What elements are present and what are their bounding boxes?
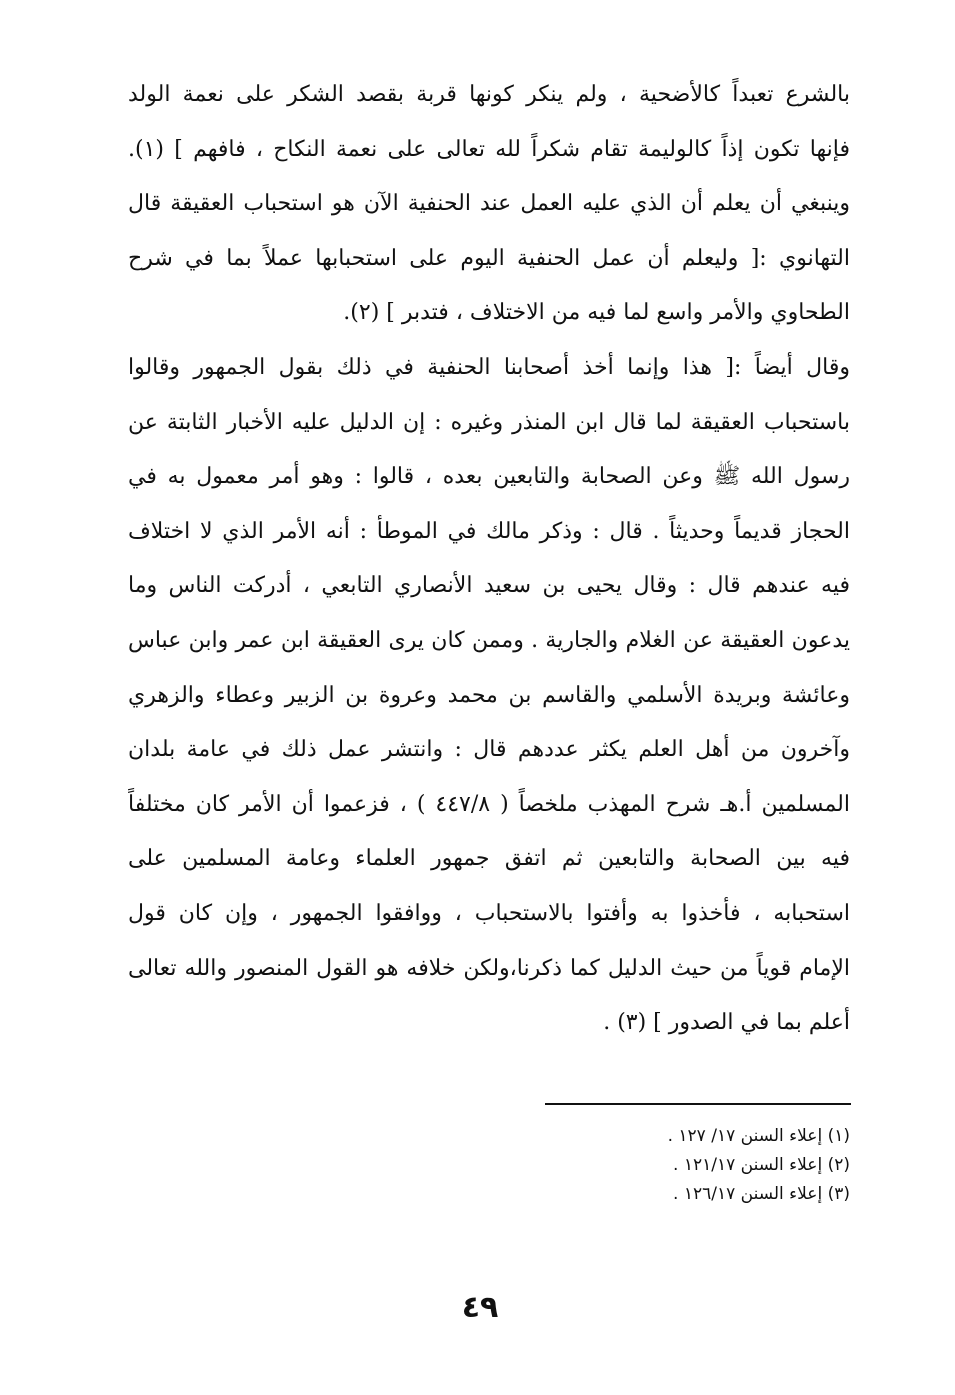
text-line: الإمام قوياً من حيث الدليل كما ذكرنا،ولكن خلافه هو القول المنصور والله تعالى — [128, 955, 850, 981]
text-line: وينبغي أن يعلم أن الذي عليه العمل عند الحنفية الآن هو استحباب العقيقة قال — [128, 191, 850, 217]
footnote: (٣) إعلاء السنن ١٢٦/١٧ . — [673, 1184, 850, 1204]
text-line: بالشرع تعبداً كالأضحية ، ولم ينكر كونها قربة بقصد الشكر على نعمة الولد — [128, 82, 850, 107]
text-line: رسول الله ﷺ وعن الصحابة والتابعين بعده ، قالوا : وهو أمر معمول به في — [128, 464, 850, 490]
body-text — [128, 68, 850, 1051]
text-line: وآخرون من أهل العلم يكثر عددهم قال : وانتشر عمل ذلك في عامة بلدان — [128, 737, 850, 763]
text-line: استحبابه ، فأخذوا به وأفتوا بالاستحباب ، ووافقوا الجمهور ، وإن كان قول — [128, 900, 850, 926]
text-line: التهانوي :[ وليعلم أن عمل الحنفية اليوم على استحبابها عملاً بما في شرح — [128, 245, 850, 271]
footnotes — [560, 1122, 850, 1209]
text-line: الحجاز قديماً وحديثاً . قال : وذكر مالك في الموطأ : أنه الأمر الذي لا اختلاف — [128, 518, 850, 544]
text-line: المسلمين أ.هـ شرح المهذب ملخصاً ( ٤٤٧/٨ ) ، فزعموا أن الأمر كان مختلفاً — [128, 791, 850, 817]
footnote: (١) إعلاء السنن ١٧/ ١٢٧ . — [667, 1126, 850, 1146]
footnote: (٢) إعلاء السنن ١٢١/١٧ . — [673, 1155, 850, 1175]
text-line: يدعون العقيقة عن الغلام والجارية . وممن كان يرى العقيقة ابن عمر وابن عباس — [128, 627, 850, 653]
page-number: ٤٩ — [461, 1290, 499, 1325]
text-line: باستحباب العقيقة لما قال ابن المنذر وغيره : إن الدليل عليه الأخبار الثابتة عن — [128, 409, 850, 435]
text-line: فيه عندهم قال : وقال يحيى بن سعيد الأنصاري التابعي ، أدركت الناس وما — [128, 573, 850, 599]
text-line: وعائشة وبريدة الأسلمي والقاسم بن محمد وعروة بن الزبير وعطاء والزهري — [128, 682, 850, 708]
footnote-divider — [545, 1103, 851, 1105]
text-line: وقال أيضاً :[ هذا وإنما أخذ أصحابنا الحنفية في ذلك بقول الجمهور وقالوا — [128, 354, 850, 380]
text-line: الطحاوي والأمر واسع لما فيه من الاختلاف ، فتدبر ] (٢). — [343, 300, 850, 326]
text-line: فيه بين الصحابة والتابعين ثم اتفق جمهور العلماء وعامة المسلمين على — [128, 846, 850, 872]
text-line: أعلم بما في الصدور ] (٣) . — [603, 1010, 850, 1036]
text-line: فإنها تكون إذاً كالوليمة تقام شكراً لله تعالى على نعمة النكاح ، فافهم ] (١). — [128, 136, 850, 162]
